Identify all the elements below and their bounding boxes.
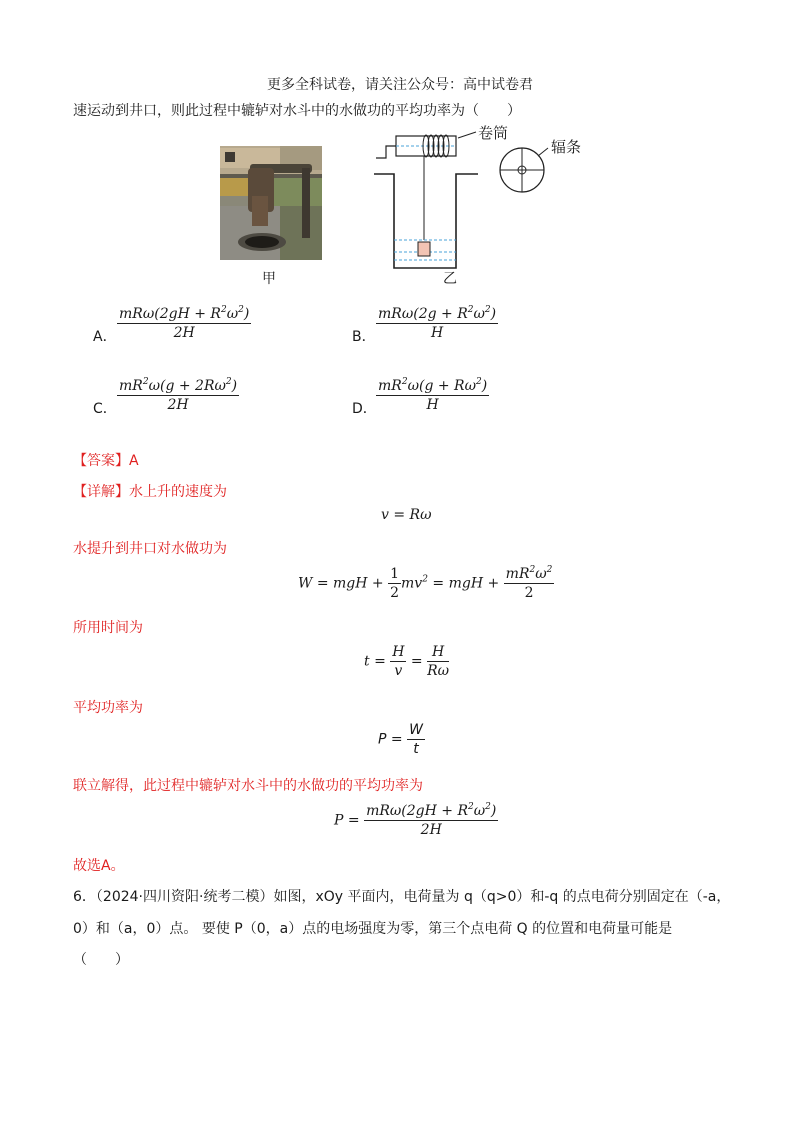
figure-label-drum: 卷筒 [478,124,509,142]
equation-power-result: P = $\frac{mR\omega(2gH + R^2\omega^2)}{2H}$ [334,802,497,838]
detail-line-5: 联立解得，此过程中辘轳对水斗中的水做功的平均功率为 [73,778,423,794]
question-6-source: （2024·四川资阳·统考二模） [95,889,274,905]
question-6-line-2: 0）和（a，0）点。 要使 P（0，a）点的电场强度为零，第三个点电荷 Q 的位置和电荷量可能是 [73,921,673,937]
question-6-text: 如图，xOy 平面内，电荷量为 q（q>0）和-q 的点电荷分别固定在（-a， [273,889,731,905]
equation-work: W = mgH + $\frac{1}{2}$ $mv^2$ = mgH + $\frac{mR^2\omega^2}{2}$ [298,565,553,601]
question-5-stem: 速运动到井口，则此过程中辘轳对水斗中的水做功的平均功率为（ ） [73,103,521,119]
option-a-label[interactable]: A． [93,329,117,345]
detail-text: 水上升的速度为 [129,484,227,500]
equation-velocity: v = Rω [381,507,432,523]
detail-line-4: 平均功率为 [73,700,143,716]
figure-label-spoke: 辐条 [551,138,582,156]
option-a-formula: $\frac{mR\omega(2gH + R^2\omega^2)}{2H}$ [119,305,250,341]
detail-line-1 [73,481,227,501]
answer-label: 【答案】A [73,453,139,469]
conclusion: 故选A。 [73,858,125,874]
well-photo [220,146,322,260]
detail-line-3: 所用时间为 [73,620,143,636]
detail-line-2: 水提升到井口对水做功为 [73,541,227,557]
option-d-label[interactable]: D． [352,401,377,417]
figure-label-yi: 乙 [443,271,457,287]
option-b-formula: $\frac{mR\omega(2g + R^2\omega^2)}{H}$ [378,305,497,341]
option-c-formula: $\frac{mR^2\omega(g + 2R\omega^2)}{2H}$ [119,377,238,413]
equation-time: t = $\frac{H}{v}$ = $\frac{H}{R\omega}$ [364,644,450,679]
question-6-number: 6． [73,889,96,905]
page-header: 更多全科试卷，请关注公众号：高中试卷君 [267,77,533,93]
option-b-label[interactable]: B． [352,329,376,345]
figure-label-jia: 甲 [262,271,276,287]
question-6-line-3: （ ） [73,952,129,968]
equation-power-def: P = $\frac{W}{t}$ [378,722,423,757]
detail-label: 【详解】 [73,484,129,500]
option-d-formula: $\frac{mR^2\omega(g + R\omega^2)}{H}$ [378,377,488,413]
option-c-label[interactable]: C． [93,401,117,417]
question-6-line-1 [73,886,730,906]
